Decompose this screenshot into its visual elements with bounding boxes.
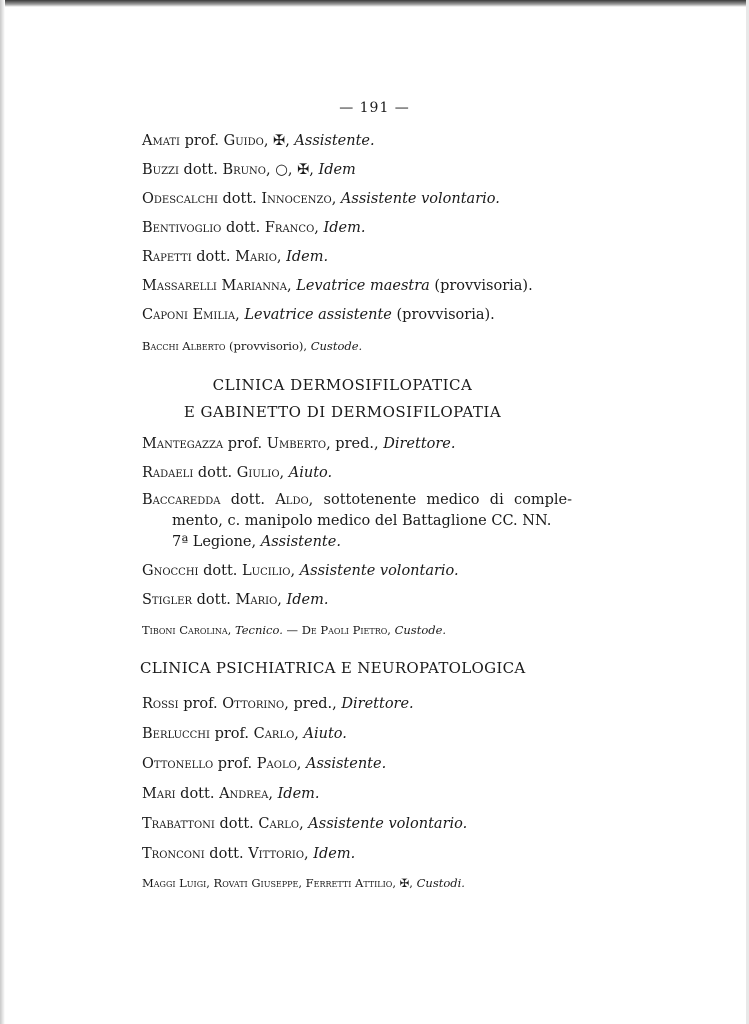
staff-entry-continuation: 7ª Legione, Assistente. (172, 534, 341, 550)
staff-entry: Gnocchi dott. Lucilio, Assistente volontario. (142, 563, 459, 579)
section-heading: E GABINETTO DI DERMOSIFILOPATIA (183, 403, 502, 421)
staff-entry-continuation: mento, c. manipolo medico del Battaglione CC. NN. (172, 513, 552, 529)
staff-entry: Stigler dott. Mario, Idem. (142, 592, 329, 608)
staff-entry: Bentivoglio dott. Franco, Idem. (142, 220, 366, 236)
custode-entry: Bacchi Alberto (provvisorio), Custode. (142, 339, 363, 353)
staff-entry: Trabattoni dott. Carlo, Assistente volontario. (142, 816, 468, 832)
staff-entry: Rapetti dott. Mario, Idem. (142, 249, 329, 265)
custode-entry: Maggi Luigi, Rovati Giuseppe, Ferretti Attilio, ✠, Custodi. (142, 876, 465, 890)
staff-entry: Amati prof. Guido, ✠, Assistente. (142, 133, 375, 149)
staff-entry: Tronconi dott. Vittorio, Idem. (142, 846, 356, 862)
staff-entry: Mari dott. Andrea, Idem. (142, 786, 320, 802)
staff-entry: Baccaredda dott. Aldo, sottotenente medico di comple- (142, 492, 572, 508)
staff-entry: Massarelli Marianna, Levatrice maestra (provvisoria). (142, 278, 533, 294)
page-number: — 191 — (339, 100, 410, 116)
staff-entry: Odescalchi dott. Innocenzo, Assistente volontario. (142, 191, 500, 207)
staff-entry: Caponi Emilia, Levatrice assistente (provvisoria). (142, 307, 495, 323)
section-heading: CLINICA DERMOSIFILOPATICA (212, 376, 473, 394)
staff-entry: Mantegazza prof. Umberto, pred., Direttore. (142, 436, 456, 452)
staff-entry: Ottonello prof. Paolo, Assistente. (142, 756, 387, 772)
staff-entry: Berlucchi prof. Carlo, Aiuto. (142, 726, 347, 742)
staff-entry: Radaeli dott. Giulio, Aiuto. (142, 465, 333, 481)
custode-entry: Tiboni Carolina, Tecnico. — De Paoli Pietro, Custode. (142, 623, 447, 637)
section-heading: CLINICA PSICHIATRICA E NEUROPATOLOGICA (140, 659, 526, 677)
staff-entry: Buzzi dott. Bruno, ○, ✠, Idem (142, 162, 356, 178)
page-left-edge (0, 0, 5, 1024)
staff-entry: Rossi prof. Ottorino, pred., Direttore. (142, 696, 414, 712)
page-top-edge (0, 0, 749, 7)
